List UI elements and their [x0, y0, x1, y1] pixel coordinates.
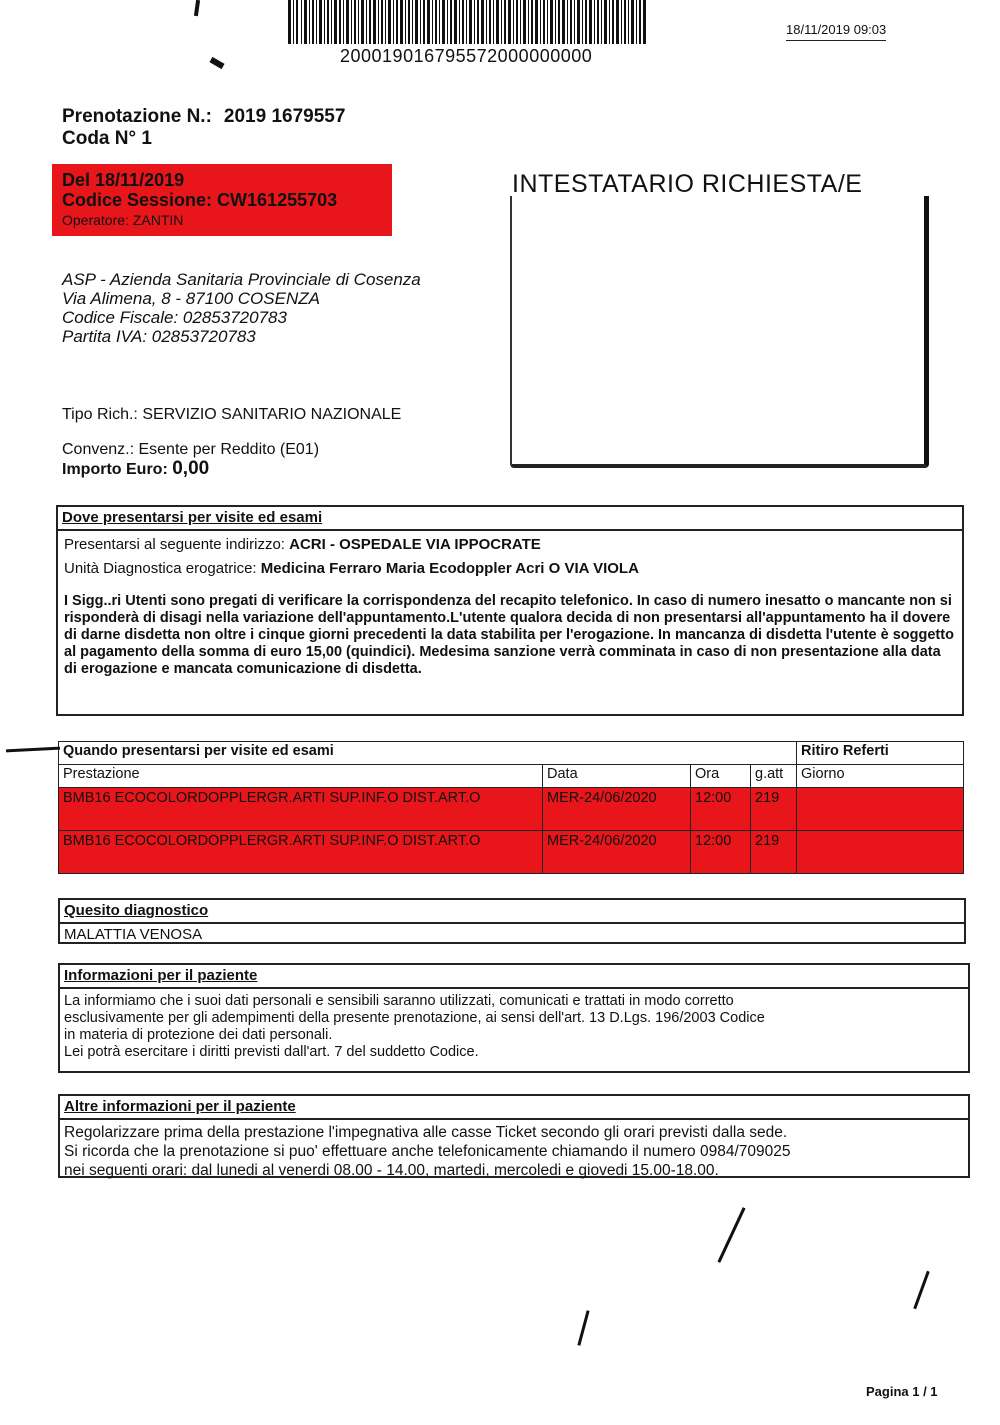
barcode — [288, 0, 648, 44]
cell-prestazione: BMB16 ECOCOLORDOPPLERGR.ARTI SUP.INF.O DIST.ART.O — [59, 831, 543, 874]
page-number: Pagina 1 / 1 — [866, 1384, 938, 1399]
info-line: in materia di protezione dei dati personali. — [64, 1027, 333, 1043]
dove-presentarsi-section — [56, 505, 964, 716]
table-row — [59, 788, 964, 831]
appointments-table — [58, 741, 964, 874]
quesito-value: MALATTIA VENOSA — [64, 926, 203, 943]
asp-block — [62, 270, 421, 346]
cell-ora: 12:00 — [691, 831, 751, 874]
intestatario-title: INTESTATARIO RICHIESTA/E — [512, 170, 863, 198]
quesito-title: Quesito diagnostico — [60, 900, 964, 924]
altre-line: nei seguenti orari: dal lunedi al venerdi 08.00 - 14.00, martedi, mercoledi e giovedi 15.00-18.00. — [64, 1162, 719, 1179]
info-line: Lei potrà esercitare i diritti previsti dall'art. 7 del suddetto Codice. — [64, 1044, 479, 1060]
barcode-number: 200019016795572000000000 — [340, 46, 593, 66]
asp-codice-fiscale: Codice Fiscale: 02853720783 — [62, 308, 287, 327]
table-row — [59, 831, 964, 874]
cell-giorno — [797, 788, 964, 831]
unita-label: Unità Diagnostica erogatrice: — [64, 560, 257, 577]
altre-line: Si ricorda che la prenotazione si puo' effettuare anche telefonicamente chiamando il numero 0984/709025 — [64, 1143, 791, 1160]
info-line: La informiamo che i suoi dati personali e sensibili saranno utilizzati, comunicati e trattati in modo corretto — [64, 993, 734, 1009]
scan-speck — [577, 1310, 589, 1346]
informazioni-section — [58, 963, 970, 1073]
altre-line: Regolarizzare prima della prestazione l'impegnativa alle casse Ticket secondo gli orari previsti dalla sede. — [64, 1124, 788, 1141]
prenotazione-number: 2019 1679557 — [223, 106, 346, 127]
col-data: Data — [543, 765, 691, 788]
cell-prestazione: BMB16 ECOCOLORDOPPLERGR.ARTI SUP.INF.O DIST.ART.O — [59, 788, 543, 831]
print-datetime: 18/11/2019 09:03 — [786, 22, 886, 41]
asp-partita-iva: Partita IVA: 02853720783 — [62, 327, 256, 346]
importo-value: 0,00 — [172, 458, 210, 479]
session-box — [52, 164, 392, 236]
cell-gatt: 219 — [751, 788, 797, 831]
col-ora: Ora — [691, 765, 751, 788]
scan-speck — [209, 57, 224, 69]
cell-gatt: 219 — [751, 831, 797, 874]
quando-title: Quando presentarsi per visite ed esami — [59, 742, 797, 765]
col-gatt: g.att — [751, 765, 797, 788]
col-giorno: Giorno — [797, 765, 964, 788]
altre-informazioni-section — [58, 1094, 970, 1178]
convenzione-block — [62, 440, 319, 479]
session-operator: Operatore: ZANTIN — [62, 212, 184, 228]
col-prestazione: Prestazione — [59, 765, 543, 788]
prenotazione-block — [62, 106, 345, 150]
coda-number: Coda N° 1 — [62, 128, 152, 149]
altre-body — [60, 1120, 968, 1183]
session-code: Codice Sessione: CW161255703 — [62, 190, 338, 210]
intestatario-frame — [510, 196, 929, 468]
scan-speck — [6, 747, 60, 753]
tipo-richiesta: Tipo Rich.: SERVIZIO SANITARIO NAZIONALE — [62, 406, 402, 423]
quesito-section — [58, 898, 966, 944]
cell-giorno — [797, 831, 964, 874]
informazioni-body — [60, 989, 968, 1065]
quando-presentarsi-section — [58, 741, 964, 874]
asp-address: Via Alimena, 8 - 87100 COSENZA — [62, 289, 320, 308]
disdetta-notice: I Sigg..ri Utenti sono pregati di verificare la corrispondenza del recapito telefonico. In caso di numero inesatto o mancante non si risponderà di disagi nella variazione dell'appuntamento.L'utente qualora decida di non presentarsi all'appuntamento ha il dovere di darne disdetta non oltre i cinque giorni precedenti la data stabilita per l'erogazione. In mancanza di disdetta l'utente è soggetto al pagamento della somma di euro 15,00 (quindici). Medesima sanzione verrà comminata in caso di non presentazione alla data di erogazione e mancata comunicazione di disdetta. — [64, 593, 954, 677]
convenzione: Convenz.: Esente per Reddito (E01) — [62, 441, 320, 458]
altre-title: Altre informazioni per il paziente — [60, 1096, 968, 1120]
cell-data: MER-24/06/2020 — [543, 788, 691, 831]
indirizzo-row — [58, 531, 962, 555]
indirizzo-label: Presentarsi al seguente indirizzo: — [64, 536, 285, 553]
info-line: esclusivamente per gli adempimenti della presente prenotazione, ai sensi dell'art. 13 D.Lgs. 196/2003 Codice — [64, 1010, 765, 1026]
session-date: Del 18/11/2019 — [62, 170, 185, 190]
importo-label: Importo Euro: — [62, 461, 168, 478]
cell-ora: 12:00 — [691, 788, 751, 831]
ritiro-referti-header: Ritiro Referti — [797, 742, 964, 765]
informazioni-title: Informazioni per il paziente — [60, 965, 968, 989]
unita-row — [58, 555, 962, 579]
indirizzo-value: ACRI - OSPEDALE VIA IPPOCRATE — [289, 536, 541, 553]
cell-data: MER-24/06/2020 — [543, 831, 691, 874]
prenotazione-label: Prenotazione N.: — [62, 106, 212, 127]
scan-speck — [194, 0, 200, 16]
dove-title: Dove presentarsi per visite ed esami — [58, 507, 962, 531]
scan-speck — [717, 1207, 745, 1263]
scan-speck — [913, 1271, 929, 1310]
table-header-row — [59, 765, 964, 788]
unita-value: Medicina Ferraro Maria Ecodoppler Acri O VIA VIOLA — [260, 560, 639, 577]
asp-name: ASP - Azienda Sanitaria Provinciale di Cosenza — [62, 270, 421, 289]
